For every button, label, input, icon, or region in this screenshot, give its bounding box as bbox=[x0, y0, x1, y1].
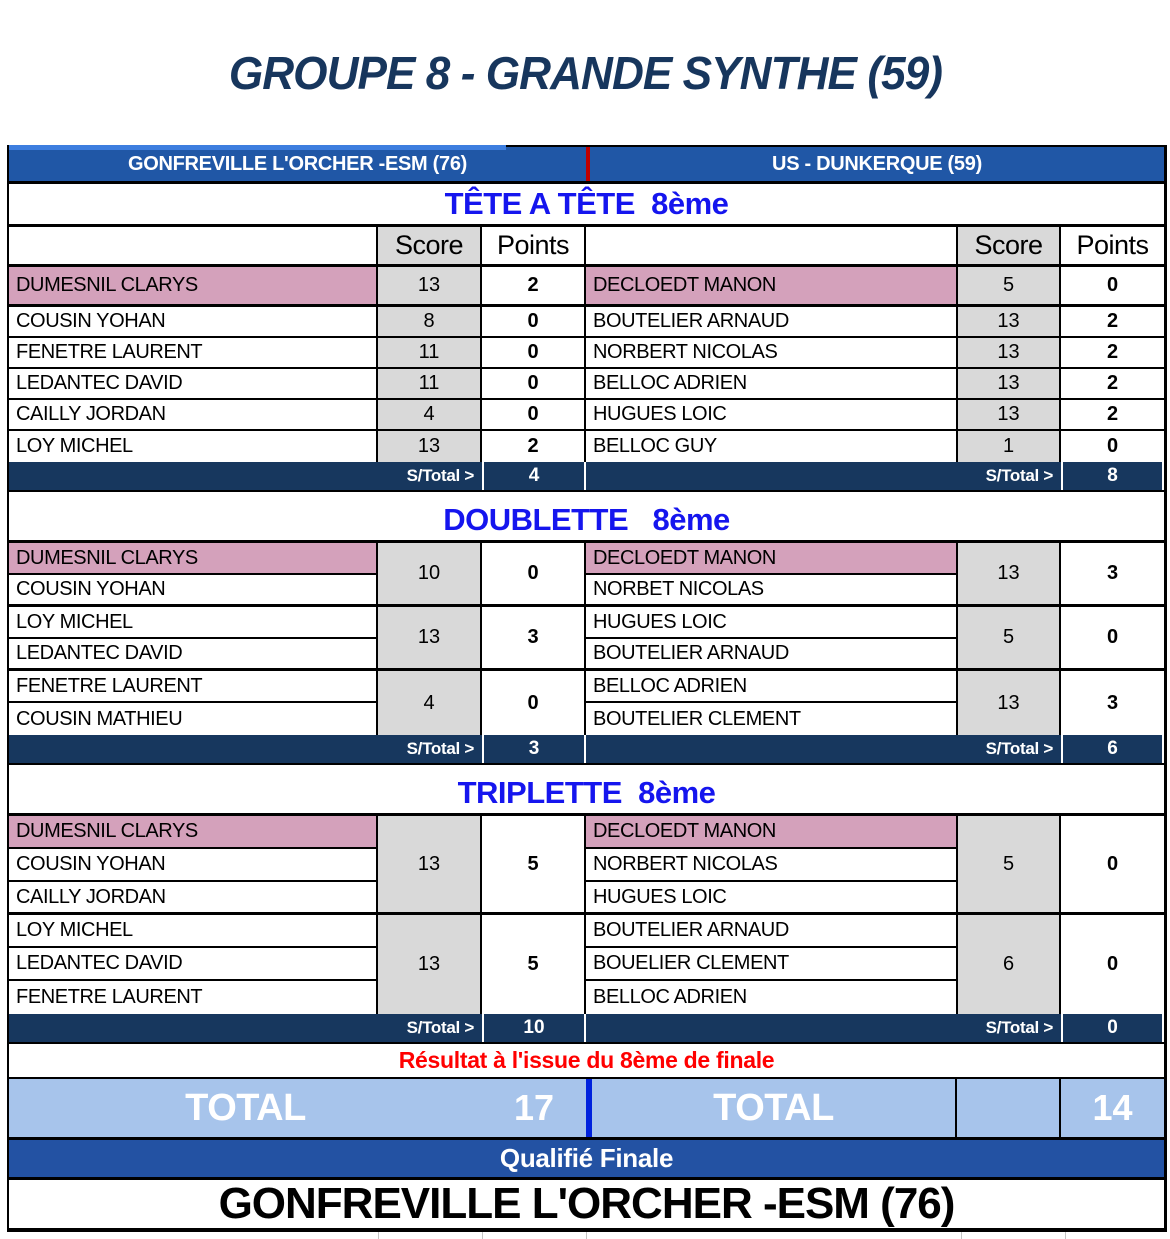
subtotal-value: 4 bbox=[482, 462, 586, 490]
column-grid-line bbox=[378, 1232, 379, 1239]
player-name-cell: DUMESNIL CLARYS bbox=[9, 543, 378, 575]
score-cell: 13 bbox=[958, 369, 1061, 400]
points-cell: 2 bbox=[1061, 338, 1164, 369]
player-name-cell: CAILLY JORDAN bbox=[9, 400, 378, 431]
score-cell: 13 bbox=[378, 816, 482, 915]
score-cell: 13 bbox=[378, 431, 482, 462]
section-title: DOUBLETTE 8ème bbox=[9, 500, 1164, 543]
points-cell: 2 bbox=[482, 267, 586, 307]
player-name-cell: BELLOC ADRIEN bbox=[586, 369, 958, 400]
subtotal-row bbox=[9, 462, 1164, 492]
team-name-right: US - DUNKERQUE (59) bbox=[772, 152, 982, 175]
player-name-cell: FENETRE LAURENT bbox=[9, 671, 378, 703]
subtotal-row bbox=[9, 1014, 1164, 1044]
total-empty-cell bbox=[957, 1079, 1061, 1137]
subtotal-label: S/Total > bbox=[406, 1018, 474, 1037]
section-gap bbox=[9, 765, 1164, 773]
section-gap bbox=[9, 492, 1164, 500]
player-name-cell: BOUELIER CLEMENT bbox=[586, 948, 958, 981]
player-name-cell: NORBERT NICOLAS bbox=[586, 849, 958, 882]
player-name-cell: LEDANTEC DAVID bbox=[9, 639, 378, 671]
player-name-cell: BELLOC ADRIEN bbox=[586, 981, 958, 1014]
points-cell: 2 bbox=[1061, 400, 1164, 431]
player-name-cell: LOY MICHEL bbox=[9, 431, 378, 462]
score-cell: 13 bbox=[958, 400, 1061, 431]
title-zone bbox=[0, 0, 1170, 145]
player-name-cell: CAILLY JORDAN bbox=[9, 882, 378, 915]
player-name-cell: COUSIN MATHIEU bbox=[9, 703, 378, 735]
column-grid-line bbox=[1065, 1232, 1066, 1239]
score-cell: 13 bbox=[958, 671, 1061, 735]
player-name-cell: DECLOEDT MANON bbox=[586, 543, 958, 575]
total-value-left: 17 bbox=[513, 1087, 555, 1128]
player-name-cell: DECLOEDT MANON bbox=[586, 267, 958, 307]
score-cell: 13 bbox=[378, 915, 482, 1014]
player-name-cell: BOUTELIER ARNAUD bbox=[586, 639, 958, 671]
player-name-cell: DUMESNIL CLARYS bbox=[9, 267, 378, 307]
subtotal-value: 3 bbox=[482, 735, 586, 763]
player-name-cell: HUGUES LOIC bbox=[586, 882, 958, 915]
score-cell: 1 bbox=[958, 431, 1061, 462]
total-label-left: TOTAL bbox=[185, 1086, 306, 1129]
player-name-cell: NORBERT NICOLAS bbox=[586, 338, 958, 369]
points-cell: 5 bbox=[482, 816, 586, 915]
score-cell: 8 bbox=[378, 307, 482, 338]
points-cell: 3 bbox=[1061, 543, 1164, 607]
points-cell: 2 bbox=[1061, 369, 1164, 400]
points-cell: 0 bbox=[482, 369, 586, 400]
points-cell: 0 bbox=[1061, 431, 1164, 462]
player-name-cell: FENETRE LAURENT bbox=[9, 338, 378, 369]
score-cell: 6 bbox=[958, 915, 1061, 1014]
subtotal-value: 8 bbox=[1061, 462, 1164, 490]
qualified-banner: Qualifié Finale bbox=[9, 1140, 1164, 1180]
page-title: GROUPE 8 - GRANDE SYNTHE (59) bbox=[228, 46, 942, 99]
player-name-cell: BELLOC ADRIEN bbox=[586, 671, 958, 703]
subtotal-label: S/Total > bbox=[406, 466, 474, 485]
points-cell: 0 bbox=[1061, 607, 1164, 671]
player-name-cell: DECLOEDT MANON bbox=[586, 816, 958, 849]
player-name-cell: FENETRE LAURENT bbox=[9, 981, 378, 1014]
match-table bbox=[9, 227, 1164, 462]
total-label-right: TOTAL bbox=[592, 1079, 957, 1137]
score-cell: 11 bbox=[378, 369, 482, 400]
player-name-cell: HUGUES LOIC bbox=[586, 400, 958, 431]
score-cell: 5 bbox=[958, 267, 1061, 307]
scoresheet bbox=[7, 145, 1167, 1232]
bottom-grid-strip bbox=[7, 1232, 1167, 1239]
subtotal-value: 6 bbox=[1061, 735, 1164, 763]
total-value-right: 14 bbox=[1092, 1087, 1133, 1128]
score-header-cell: Score bbox=[958, 227, 1061, 267]
points-cell: 3 bbox=[482, 607, 586, 671]
player-name-cell: COUSIN YOHAN bbox=[9, 849, 378, 882]
column-grid-line bbox=[961, 1232, 962, 1239]
points-cell: 3 bbox=[1061, 671, 1164, 735]
score-cell: 5 bbox=[958, 607, 1061, 671]
score-cell: 5 bbox=[958, 816, 1061, 915]
points-cell: 0 bbox=[482, 671, 586, 735]
result-note: Résultat à l'issue du 8ème de finale bbox=[9, 1044, 1164, 1079]
points-cell: 0 bbox=[482, 307, 586, 338]
points-cell: 2 bbox=[482, 431, 586, 462]
score-cell: 4 bbox=[378, 671, 482, 735]
team-header-bar bbox=[9, 145, 1164, 184]
subtotal-value: 0 bbox=[1061, 1014, 1164, 1042]
score-cell: 13 bbox=[378, 607, 482, 671]
points-cell: 0 bbox=[482, 543, 586, 607]
winner-name: GONFREVILLE L'ORCHER -ESM (76) bbox=[9, 1180, 1164, 1232]
sections-container bbox=[9, 184, 1164, 1044]
score-cell: 10 bbox=[378, 543, 482, 607]
score-cell: 13 bbox=[958, 307, 1061, 338]
player-name-cell: BELLOC GUY bbox=[586, 431, 958, 462]
player-name-cell: LEDANTEC DAVID bbox=[9, 948, 378, 981]
score-header-cell: Score bbox=[378, 227, 482, 267]
player-name-cell: LOY MICHEL bbox=[9, 607, 378, 639]
points-cell: 0 bbox=[1061, 816, 1164, 915]
subtotal-label: S/Total > bbox=[985, 466, 1053, 485]
match-table bbox=[9, 543, 1164, 735]
match-table bbox=[9, 816, 1164, 1014]
name-header-cell bbox=[9, 227, 378, 267]
player-name-cell: BOUTELIER ARNAUD bbox=[586, 915, 958, 948]
points-cell: 2 bbox=[1061, 307, 1164, 338]
column-grid-line bbox=[586, 1232, 587, 1239]
points-cell: 0 bbox=[482, 400, 586, 431]
subtotal-label: S/Total > bbox=[985, 739, 1053, 758]
player-name-cell: COUSIN YOHAN bbox=[9, 307, 378, 338]
section-title: TÊTE A TÊTE 8ème bbox=[9, 184, 1164, 227]
player-name-cell: BOUTELIER CLEMENT bbox=[586, 703, 958, 735]
points-header-cell: Points bbox=[482, 227, 586, 267]
column-grid-line bbox=[482, 1232, 483, 1239]
score-cell: 13 bbox=[378, 267, 482, 307]
selection-strip bbox=[9, 145, 506, 150]
name-header-cell bbox=[586, 227, 958, 267]
player-name-cell: DUMESNIL CLARYS bbox=[9, 816, 378, 849]
player-name-cell: LEDANTEC DAVID bbox=[9, 369, 378, 400]
player-name-cell: BOUTELIER ARNAUD bbox=[586, 307, 958, 338]
player-name-cell: COUSIN YOHAN bbox=[9, 575, 378, 607]
points-cell: 5 bbox=[482, 915, 586, 1014]
score-cell: 13 bbox=[958, 338, 1061, 369]
subtotal-label: S/Total > bbox=[406, 739, 474, 758]
score-cell: 13 bbox=[958, 543, 1061, 607]
section-title: TRIPLETTE 8ème bbox=[9, 773, 1164, 816]
score-cell: 4 bbox=[378, 400, 482, 431]
subtotal-value: 10 bbox=[482, 1014, 586, 1042]
player-name-cell: HUGUES LOIC bbox=[586, 607, 958, 639]
points-cell: 0 bbox=[482, 338, 586, 369]
total-row bbox=[9, 1079, 1164, 1140]
score-cell: 11 bbox=[378, 338, 482, 369]
points-header-cell: Points bbox=[1061, 227, 1164, 267]
subtotal-label: S/Total > bbox=[985, 1018, 1053, 1037]
player-name-cell: NORBET NICOLAS bbox=[586, 575, 958, 607]
subtotal-row bbox=[9, 735, 1164, 765]
player-name-cell: LOY MICHEL bbox=[9, 915, 378, 948]
points-cell: 0 bbox=[1061, 267, 1164, 307]
team-name-left: GONFREVILLE L'ORCHER -ESM (76) bbox=[127, 152, 468, 175]
points-cell: 0 bbox=[1061, 915, 1164, 1014]
